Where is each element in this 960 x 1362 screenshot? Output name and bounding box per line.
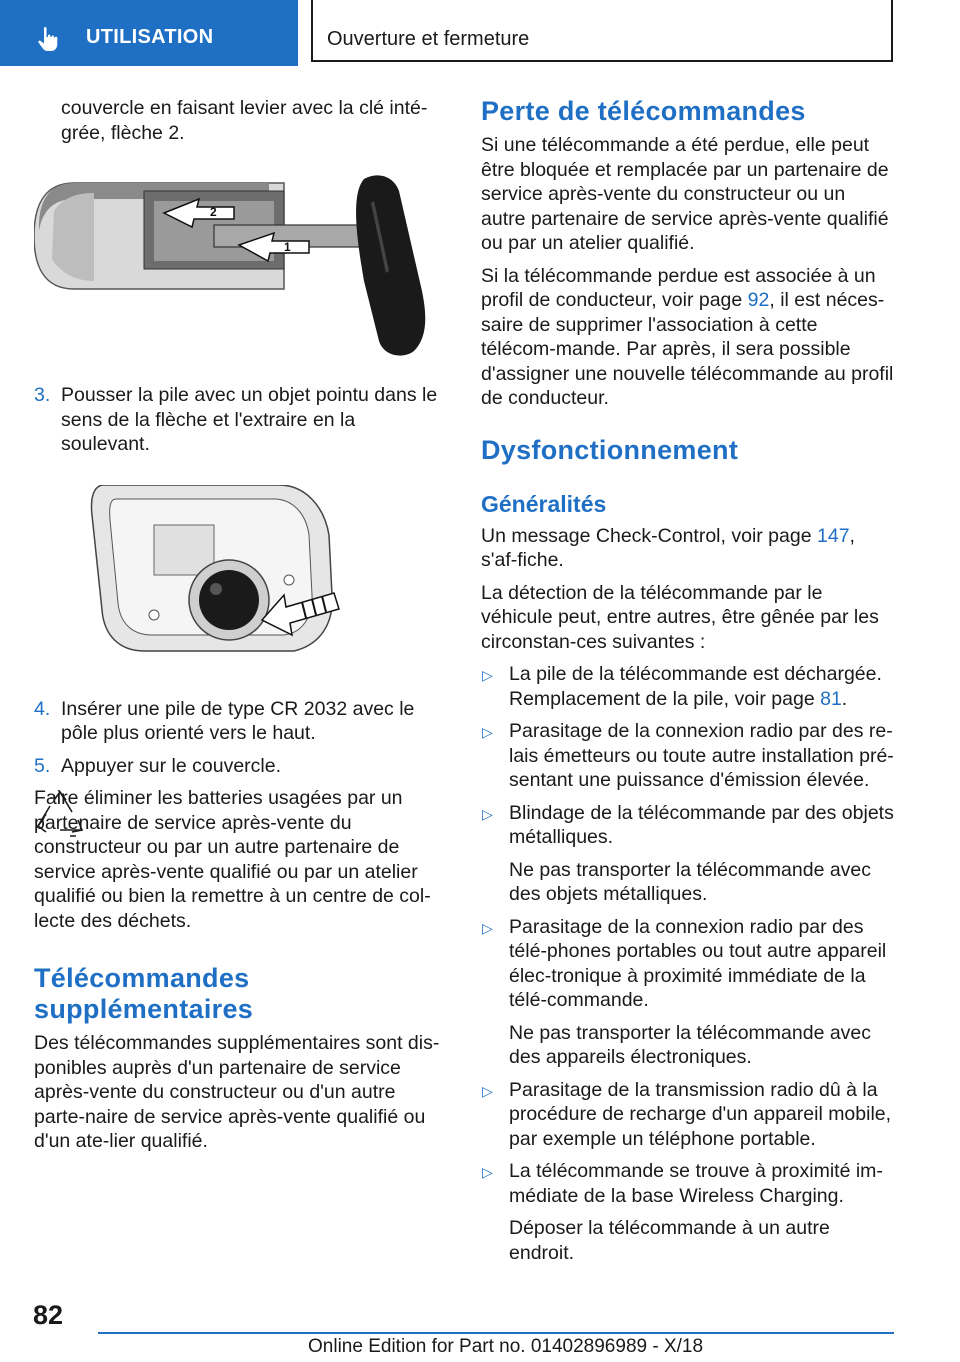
right-column [481, 96, 895, 1273]
extra-remotes-section [34, 963, 448, 1154]
lost-paragraph-2 [481, 264, 895, 411]
step-number: 3. [34, 384, 51, 406]
heading-extra-remotes: Télécommandes supplémentaires [34, 963, 254, 1024]
heading-lost-remotes: Perte de télécommandes [481, 96, 806, 126]
key-figure [34, 171, 448, 361]
bullet-triangle-icon: ▷ [482, 805, 493, 822]
chapter-box [311, 0, 893, 62]
list-item [481, 662, 895, 711]
footer-edition: Online Edition for Part no. 01402896989 - X/18 [308, 1336, 704, 1357]
lost-paragraph-1: Si une télécommande a été perdue, elle peut être bloquée et remplacée par un partenaire de service après-vente du constructeur ou un autre partenaire de service après-vente qualifié ou par un atelier qualifié. [481, 134, 889, 254]
heading-general: Généralités [481, 490, 607, 517]
bullet-triangle-icon: ▷ [482, 919, 493, 936]
step-text: Appuyer sur le couvercle. [61, 754, 282, 777]
arrow-1-label: 1 [284, 240, 291, 254]
chapter-title: Ouverture et fermeture [327, 28, 530, 50]
text: La télécommande se trouve à proximité im-médiate de la base Wireless Charging. [509, 1160, 883, 1207]
bullet-triangle-icon: ▷ [482, 1164, 493, 1180]
list-item [481, 719, 895, 793]
text: Si la télécommande perdue est associée à un profil de conducteur, voir page [481, 264, 876, 311]
step-number: 4. [34, 697, 51, 720]
recycle-note [34, 786, 448, 933]
arrow-2-label: 2 [210, 205, 217, 219]
heading-malfunction: Dysfonctionnement [481, 434, 739, 465]
text: La pile de la télécommande est déchargée. Remplacement de la pile, voir page [509, 663, 882, 710]
hand-pointer-icon [36, 26, 60, 52]
recycle-text: Faire éliminer les batteries usagées par un partenaire de service après-vente du constructeur ou par un autre partenaire de service après-vente qualifié ou par un atelier qualifié ou bien la remettre à un centre de col-lecte des déchets. [34, 787, 431, 932]
step-text: Pousser la pile avec un objet pointu dans le sens de la flèche et l'extraire en la soulevant. [61, 384, 438, 455]
page-link-81[interactable]: 81 [820, 687, 842, 710]
bullet-triangle-icon: ▷ [482, 667, 493, 683]
text: . [841, 687, 848, 710]
bullet-triangle-icon: ▷ [482, 1082, 493, 1099]
general-paragraph-2: La détection de la télécommande par le véhicule peut, entre autres, être gênée par les circonstan-ces suivantes : [481, 581, 879, 653]
note-text: Déposer la télécommande à un autre endroit. [509, 1217, 830, 1264]
step-number: 5. [34, 754, 51, 777]
list-item [481, 801, 895, 907]
intro-text: couvercle en faisant levier avec la clé inté- grée, flèche 2. [61, 97, 428, 144]
page-number: 82 [33, 1300, 64, 1330]
extra-remotes-text: Des télécommandes supplémentaires sont dis-ponibles auprès d'un partenaire de service après-vente du constructeur ou d'un autre parte-naire de service après-vente qualifié ou d'un ate-lier qualifié. [34, 1032, 440, 1152]
section-title: UTILISATION [86, 26, 214, 48]
step-3 [34, 383, 448, 457]
battery-figure [34, 485, 448, 675]
bullet-triangle-icon: ▷ [482, 724, 493, 740]
section-tab[interactable] [0, 0, 298, 66]
list-item [481, 1078, 895, 1152]
text: Parasitage de la connexion radio par des télé-phones portables ou tout autre appareil élec-tronique à proximité immédiate de la télé-commande. [509, 915, 887, 1011]
text: Un message Check-Control, voir page [481, 524, 817, 547]
note-text: Ne pas transporter la télécommande avec des objets métalliques. [509, 858, 872, 905]
recycle-icon [34, 790, 86, 842]
footer-divider [98, 1332, 894, 1334]
step-5 [34, 754, 448, 779]
page-link-147[interactable]: 147 [817, 524, 850, 547]
step-text: Insérer une pile de type CR 2032 avec le pôle plus orienté vers le haut. [61, 697, 415, 744]
step-4 [34, 697, 448, 746]
text: , il est néces-saire de supprimer l'association à cette télécom-mande. Par après, il sera possible d'assigner une nouvelle télécommande au profil de conducteur. [481, 289, 894, 409]
text: Parasitage de la connexion radio par des re-lais émetteurs ou toute autre installation pré-sentant une puissance d'émission élevée. [509, 720, 894, 791]
text: , s'af-fiche. [481, 524, 855, 571]
text: Blindage de la télécommande par des objets métalliques. [509, 801, 894, 848]
page-header [0, 0, 960, 66]
list-item [481, 915, 895, 1070]
left-column [34, 96, 448, 1162]
list-item [481, 1159, 895, 1265]
general-paragraph-1 [481, 524, 895, 573]
page-link-92[interactable]: 92 [747, 289, 770, 311]
note-text: Ne pas transporter la télécommande avec des appareils électroniques. [509, 1021, 872, 1068]
text: Parasitage de la transmission radio dû à la procédure de recharge d'un appareil mobile, par exemple un téléphone portable. [509, 1078, 892, 1150]
